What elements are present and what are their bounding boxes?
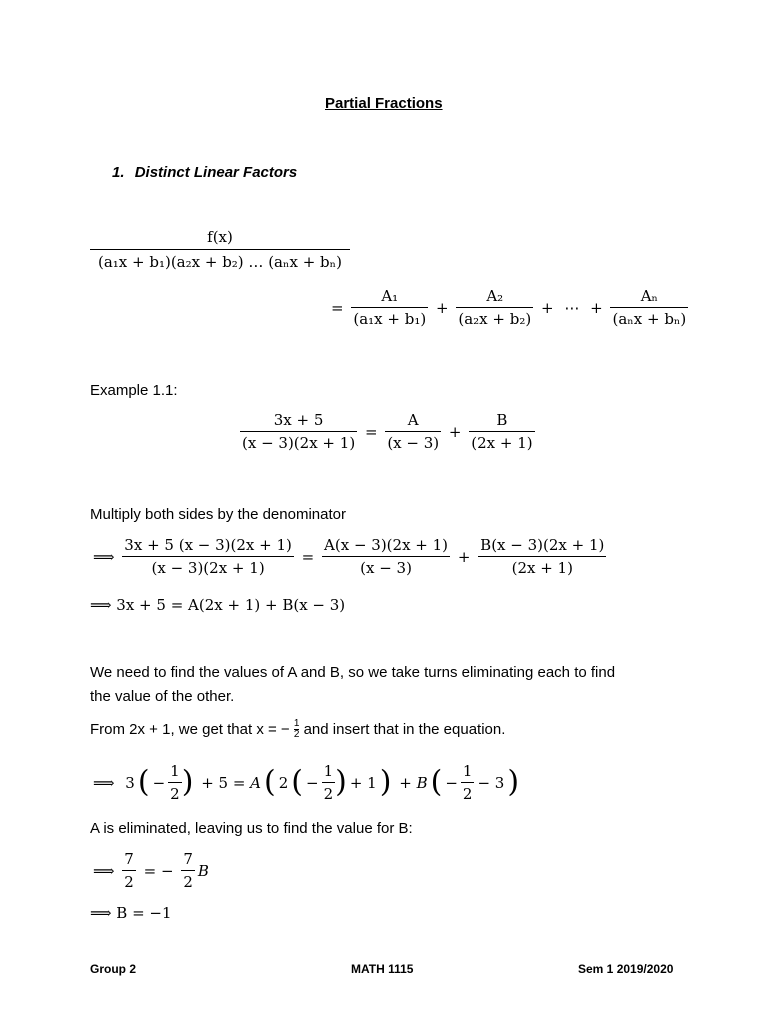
equals-sign: = (301, 547, 315, 566)
paren-open: ( (137, 764, 150, 800)
paren-close: ) (379, 764, 392, 800)
implies-arrow: ⟹ (93, 861, 115, 880)
frac-den: 2 (462, 785, 473, 803)
rhs-term-1-denominator: (a₁x + b₁) (353, 310, 427, 328)
example-term-b (469, 411, 534, 452)
half-fraction-2 (322, 762, 336, 803)
general-formula-lhs (90, 228, 350, 271)
substitution-suffix: and insert that in the equation. (303, 721, 506, 738)
seven-halves-equation (90, 850, 212, 891)
plus-sign: + (457, 547, 471, 566)
seven-halves-lhs (122, 850, 136, 891)
rhs-term-n-numerator: Aₙ (610, 287, 688, 308)
paren-close: ) (181, 764, 194, 800)
example-lhs (240, 411, 357, 452)
footer-right: Sem 1 2019/2020 (578, 962, 674, 976)
paren-open: ( (264, 764, 276, 800)
example-equation (240, 411, 535, 452)
plus-five: + 5 = A (201, 773, 262, 792)
rhs-term-1 (351, 287, 428, 328)
implies-arrow: ⟹ (93, 773, 115, 792)
rhs-term-2-denominator: (a₂x + b₂) (458, 310, 532, 328)
substituted-equation (90, 762, 519, 803)
section-title: Distinct Linear Factors (134, 164, 298, 181)
plus-sign: + (448, 422, 462, 441)
multiply-mid-denominator: (x − 3) (360, 559, 412, 577)
rhs-term-2 (456, 287, 533, 328)
simplified-equation: ⟹ 3x + 5 = A(2x + 1) + B(x − 3) (90, 596, 346, 614)
frac-den: 2 (170, 785, 180, 803)
paren-open: ( (430, 764, 443, 800)
frac-num: 1 (322, 762, 336, 783)
multiply-mid-numerator: A(x − 3)(2x + 1) (322, 536, 450, 557)
ellipsis: ⋯ (564, 298, 580, 317)
general-lhs-numerator: f(x) (90, 228, 350, 250)
example-label: Example 1.1: (90, 382, 178, 399)
multiply-rhs-denominator: (2x + 1) (511, 559, 573, 577)
footer-left: Group 2 (90, 962, 137, 976)
seven-halves-rhs-num: 7 (181, 850, 195, 871)
coef-2: 2 (278, 773, 289, 792)
multiply-instruction: Multiply both sides by the denominator (90, 506, 346, 523)
multiply-equation (90, 536, 606, 577)
equals-sign: = (331, 298, 344, 317)
half-fraction-3 (461, 762, 475, 803)
substitution-frac-den: 2 (293, 729, 300, 740)
paren-close: ) (507, 764, 520, 800)
plus-sign: + (590, 298, 603, 317)
frac-den: 2 (323, 785, 334, 803)
multiply-rhs (478, 536, 606, 577)
explanation-line-1: We need to find the values of A and B, so we take turns eliminating each to find (90, 664, 616, 681)
seven-halves-rhs-den: 2 (183, 873, 193, 891)
rhs-term-n (610, 287, 688, 328)
variable-b: B (197, 861, 209, 880)
coef-3: 3 (125, 773, 135, 792)
page-title: Partial Fractions (325, 95, 443, 112)
footer-center: MATH 1115 (351, 962, 414, 976)
substitution-prefix: From 2x + 1, we get that x = − (90, 721, 290, 738)
paren-open: ( (291, 764, 303, 800)
section-heading (112, 164, 297, 181)
substitution-line (90, 719, 505, 740)
plus-one: + 1 (349, 773, 377, 792)
example-lhs-denominator: (x − 3)(2x + 1) (242, 434, 356, 452)
substitution-frac-num: 1 (293, 718, 300, 729)
general-formula-rhs (328, 287, 688, 328)
result-equation: ⟹ B = −1 (90, 904, 172, 922)
example-term-a-denominator: (x − 3) (387, 434, 440, 452)
frac-num: 1 (461, 762, 475, 783)
example-term-a (385, 411, 441, 452)
plus-sign: + (435, 298, 449, 317)
minus-sign: − (306, 773, 319, 792)
example-term-a-numerator: A (385, 411, 441, 432)
section-number: 1. (112, 164, 125, 181)
rhs-term-2-numerator: A₂ (456, 287, 533, 308)
example-term-b-denominator: (2x + 1) (471, 434, 533, 452)
multiply-mid (322, 536, 450, 577)
frac-num: 1 (168, 762, 182, 783)
half-fraction-1 (168, 762, 182, 803)
seven-halves-lhs-den: 2 (124, 873, 134, 891)
plus-b: + B (399, 773, 428, 792)
general-lhs-denominator: (a₁x + b₁)(a₂x + b₂) … (aₙx + bₙ) (97, 253, 342, 271)
equals-minus: = − (143, 861, 174, 880)
implies-arrow: ⟹ (93, 547, 115, 566)
eliminated-text: A is eliminated, leaving us to find the value for B: (90, 820, 413, 837)
minus-three: − 3 (477, 773, 505, 792)
explanation-line-2: the value of the other. (90, 688, 235, 705)
multiply-lhs-numerator: 3x + 5 (x − 3)(2x + 1) (122, 536, 294, 557)
seven-halves-lhs-num: 7 (122, 850, 136, 871)
equals-sign: = (364, 422, 378, 441)
multiply-lhs (122, 536, 294, 577)
paren-close: ) (335, 764, 347, 800)
minus-sign: − (445, 773, 458, 792)
multiply-rhs-numerator: B(x − 3)(2x + 1) (478, 536, 606, 557)
rhs-term-1-numerator: A₁ (351, 287, 428, 308)
substitution-fraction (294, 719, 300, 740)
example-term-b-numerator: B (469, 411, 534, 432)
example-lhs-numerator: 3x + 5 (240, 411, 357, 432)
seven-halves-rhs (181, 850, 195, 891)
rhs-term-n-denominator: (aₙx + bₙ) (612, 310, 687, 328)
minus-sign: − (152, 773, 166, 792)
plus-sign: + (540, 298, 554, 317)
multiply-lhs-denominator: (x − 3)(2x + 1) (151, 559, 265, 577)
